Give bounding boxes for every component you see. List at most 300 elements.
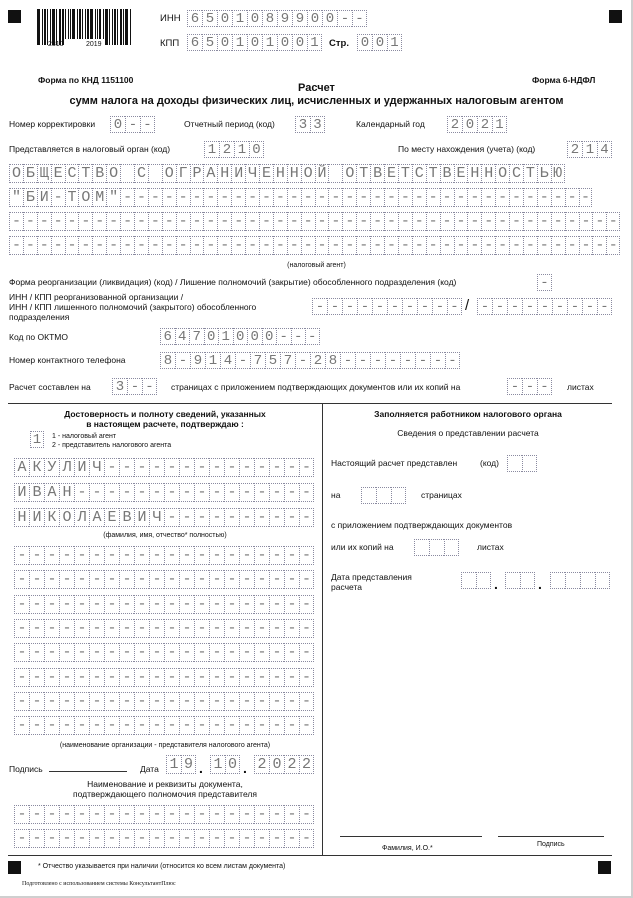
char-cell: - — [149, 458, 164, 477]
signer-patronymic-field[interactable] — [14, 508, 314, 527]
submission-day-field[interactable] — [461, 572, 491, 589]
char-cell: - — [269, 483, 284, 502]
char-cell: 1 — [210, 755, 225, 774]
char-cell: Т — [78, 164, 92, 183]
submitted-label: Настоящий расчет представлен — [331, 458, 458, 468]
page-number-field[interactable] — [357, 34, 402, 51]
char-cell: - — [287, 188, 301, 207]
char-cell: - — [59, 570, 74, 589]
fio-caption: Фамилия, И.О.* — [382, 845, 433, 852]
char-cell: - — [14, 595, 29, 614]
signer-first-name-field[interactable] — [14, 483, 314, 502]
char-cell: - — [29, 692, 44, 711]
date-label: Дата — [140, 764, 159, 774]
barcode-bar — [85, 9, 86, 39]
char-cell: - — [14, 805, 29, 824]
char-cell: Б — [23, 164, 37, 183]
date-year-field[interactable] — [254, 755, 314, 774]
char-cell: - — [209, 805, 224, 824]
reorg-inn-field[interactable] — [312, 298, 462, 315]
char-cell: - — [328, 212, 342, 231]
char-cell: - — [417, 298, 432, 315]
char-cell: Л — [59, 458, 74, 477]
char-cell: - — [440, 236, 454, 255]
barcode-bar — [120, 9, 122, 45]
submission-year-field[interactable] — [550, 572, 610, 589]
char-cell: 6 — [187, 34, 202, 51]
char-cell: - — [9, 212, 23, 231]
reorg-label: Форма реорганизации (ликвидация) (код) / Лишение полномочий (закрытие) обособленного подразделения (код) — [9, 277, 457, 287]
char-cell: - — [537, 274, 552, 291]
tax-office-heading: Заполняется работником налогового органа — [374, 409, 562, 419]
char-cell: - — [74, 570, 89, 589]
char-cell: - — [239, 716, 254, 735]
char-cell: - — [179, 668, 194, 687]
char-cell: - — [284, 595, 299, 614]
representative-org-line[interactable] — [14, 595, 314, 614]
form-title: Расчет — [298, 82, 335, 94]
char-cell: - — [51, 236, 65, 255]
char-cell: - — [194, 570, 209, 589]
submitted-code-label: (код) — [480, 458, 499, 468]
char-cell: - — [370, 212, 384, 231]
char-cell: - — [254, 595, 269, 614]
submission-month-field[interactable] — [505, 572, 535, 589]
char-cell: 2 — [567, 141, 582, 158]
char-cell: - — [51, 188, 65, 207]
char-cell: - — [276, 328, 291, 345]
char-cell: - — [74, 805, 89, 824]
agent-name-line-4[interactable] — [9, 236, 620, 255]
char-cell: 0 — [262, 328, 277, 345]
char-cell: " — [9, 188, 23, 207]
char-cell: - — [495, 236, 509, 255]
char-cell: 3 — [112, 378, 127, 395]
char-cell: И — [14, 483, 29, 502]
sheets-label: листах — [567, 382, 594, 392]
char-cell: - — [398, 212, 412, 231]
char-cell: - — [565, 236, 579, 255]
char-cell: - — [209, 829, 224, 848]
char-cell: - — [14, 829, 29, 848]
char-cell: - — [104, 570, 119, 589]
signer-type-field[interactable] — [30, 431, 44, 448]
date-month-field[interactable] — [210, 755, 240, 774]
char-cell: - — [284, 619, 299, 638]
period-code-field[interactable] — [295, 116, 325, 133]
char-cell: - — [149, 570, 164, 589]
char-cell: - — [224, 643, 239, 662]
char-cell: - — [284, 570, 299, 589]
char-cell: С — [509, 164, 523, 183]
oktmo-label: Код по ОКТМО — [9, 332, 68, 342]
char-cell: 2 — [310, 352, 325, 369]
barcode-bar — [42, 9, 43, 45]
barcode-bar — [103, 9, 104, 39]
char-cell: Н — [481, 164, 495, 183]
char-cell: - — [224, 619, 239, 638]
char-cell: - — [179, 570, 194, 589]
char-cell: 0 — [292, 34, 307, 51]
char-cell: Е — [454, 164, 468, 183]
char-cell: - — [239, 668, 254, 687]
char-cell: Е — [51, 164, 65, 183]
char-cell: - — [194, 643, 209, 662]
char-cell: - — [120, 188, 134, 207]
char-cell: - — [164, 805, 179, 824]
char-cell: - — [9, 236, 23, 255]
char-cell: - — [14, 570, 29, 589]
char-cell: 3 — [295, 116, 310, 133]
location-code-field[interactable] — [567, 141, 612, 158]
char-cell: - — [179, 483, 194, 502]
char-cell: - — [104, 692, 119, 711]
char-cell: И — [134, 508, 149, 527]
agent-name-line-3[interactable] — [9, 212, 620, 231]
reorg-separator: / — [465, 297, 470, 314]
char-cell: - — [194, 619, 209, 638]
char-cell: - — [430, 352, 445, 369]
char-cell: - — [119, 692, 134, 711]
char-cell: - — [269, 692, 284, 711]
char-cell: - — [119, 546, 134, 565]
char-cell: - — [194, 805, 209, 824]
signer-last-name-field[interactable] — [14, 458, 314, 477]
char-cell: - — [231, 212, 245, 231]
char-cell: - — [509, 188, 523, 207]
char-cell: - — [402, 298, 417, 315]
signature-line[interactable] — [49, 771, 127, 772]
oktmo-field[interactable] — [160, 328, 320, 345]
char-cell: Л — [74, 508, 89, 527]
char-cell: - — [162, 188, 176, 207]
char-cell: - — [164, 643, 179, 662]
char-cell: - — [254, 508, 269, 527]
submitted-code-field[interactable] — [507, 455, 537, 472]
representative-org-line[interactable] — [14, 716, 314, 735]
char-cell: - — [104, 643, 119, 662]
correction-number-field[interactable] — [110, 116, 155, 133]
agent-caption: (налоговый агент) — [287, 262, 346, 269]
char-cell: - — [284, 668, 299, 687]
char-cell — [505, 572, 520, 589]
char-cell: - — [579, 212, 593, 231]
char-cell: - — [149, 595, 164, 614]
reorg-kpp-field[interactable] — [477, 298, 612, 315]
corner-marker-top-left — [8, 10, 21, 23]
doc-details-line-1[interactable] — [14, 805, 314, 824]
char-cell: - — [523, 236, 537, 255]
char-cell: - — [74, 692, 89, 711]
char-cell: 2 — [477, 116, 492, 133]
char-cell: - — [44, 643, 59, 662]
char-cell: 8 — [262, 10, 277, 27]
char-cell: 6 — [187, 10, 202, 27]
char-cell: - — [509, 212, 523, 231]
char-cell: - — [412, 188, 426, 207]
char-cell: - — [254, 692, 269, 711]
char-cell: - — [537, 378, 552, 395]
char-cell: - — [59, 643, 74, 662]
char-cell: - — [37, 212, 51, 231]
char-cell: А — [203, 164, 217, 183]
barcode-bar — [112, 9, 113, 45]
representative-org-line[interactable] — [14, 619, 314, 638]
char-cell: - — [104, 458, 119, 477]
representative-org-line[interactable] — [14, 546, 314, 565]
char-cell: 1 — [232, 34, 247, 51]
char-cell: Й — [315, 164, 329, 183]
char-cell: - — [537, 188, 551, 207]
char-cell: - — [134, 668, 149, 687]
char-cell: Ч — [89, 458, 104, 477]
agent-name-line-1[interactable] — [9, 164, 565, 183]
char-cell: Т — [65, 188, 79, 207]
footer-divider — [8, 855, 612, 856]
char-cell: - — [119, 643, 134, 662]
kpp-field[interactable] — [187, 34, 322, 51]
barcode-bar — [50, 9, 51, 45]
attach-label: с приложением подтверждающих документов — [331, 520, 513, 530]
representative-org-line[interactable] — [14, 643, 314, 662]
pages-count-field[interactable] — [112, 378, 157, 395]
char-cell: - — [44, 570, 59, 589]
char-cell: Е — [259, 164, 273, 183]
char-cell: - — [312, 298, 327, 315]
char-cell: - — [523, 188, 537, 207]
period-label: Отчетный период (код) — [184, 119, 275, 129]
char-cell: 1 — [30, 431, 44, 448]
char-cell: 1 — [262, 34, 277, 51]
char-cell: - — [65, 236, 79, 255]
char-cell: Т — [523, 164, 537, 183]
footer-prepared: Подготовлено с использованием системы КонсультантПлюс — [22, 881, 176, 887]
char-cell: - — [239, 692, 254, 711]
char-cell — [507, 455, 522, 472]
office-pages-field[interactable] — [361, 487, 406, 504]
char-cell: - — [454, 236, 468, 255]
char-cell: 5 — [265, 352, 280, 369]
char-cell: 8 — [160, 352, 175, 369]
char-cell: - — [179, 805, 194, 824]
char-cell: 7 — [189, 328, 204, 345]
corner-marker-bottom-left — [8, 861, 21, 874]
phone-field[interactable] — [160, 352, 460, 369]
correction-label: Номер корректировки — [9, 119, 96, 129]
char-cell: - — [203, 188, 217, 207]
char-cell: - — [370, 188, 384, 207]
date-day-field[interactable] — [166, 755, 196, 774]
char-cell: - — [104, 546, 119, 565]
doc-details-line-2[interactable] — [14, 829, 314, 848]
char-cell: - — [179, 546, 194, 565]
char-cell: - — [29, 716, 44, 735]
char-cell: 4 — [220, 352, 235, 369]
char-cell: - — [445, 352, 460, 369]
char-cell: - — [149, 716, 164, 735]
char-cell: - — [149, 668, 164, 687]
char-cell: 1 — [234, 141, 249, 158]
char-cell: А — [89, 508, 104, 527]
column-divider — [322, 403, 323, 855]
date-separator-2: . — [243, 760, 247, 776]
char-cell: 0 — [462, 116, 477, 133]
char-cell: 5 — [202, 34, 217, 51]
char-cell: - — [149, 546, 164, 565]
char-cell: - — [194, 483, 209, 502]
sheets-count-field[interactable] — [507, 378, 552, 395]
section-divider — [8, 403, 612, 404]
char-cell: - — [190, 212, 204, 231]
char-cell: - — [224, 829, 239, 848]
representative-org-line[interactable] — [14, 692, 314, 711]
agent-name-line-2[interactable] — [9, 188, 592, 207]
fio-line[interactable] — [340, 836, 482, 837]
char-cell: 1 — [218, 328, 233, 345]
char-cell: - — [352, 10, 367, 27]
char-cell: - — [579, 188, 593, 207]
char-cell: - — [104, 668, 119, 687]
submission-date-separator-2: . — [538, 576, 542, 592]
char-cell: - — [224, 692, 239, 711]
char-cell: - — [179, 829, 194, 848]
char-cell: - — [51, 212, 65, 231]
sign-line[interactable] — [498, 836, 604, 837]
char-cell: - — [119, 483, 134, 502]
char-cell: - — [149, 619, 164, 638]
char-cell: - — [342, 212, 356, 231]
char-cell: - — [356, 212, 370, 231]
barcode-bar — [130, 9, 131, 45]
char-cell: - — [495, 212, 509, 231]
char-cell: - — [140, 116, 155, 133]
char-cell: Е — [384, 164, 398, 183]
char-cell: - — [467, 212, 481, 231]
char-cell: 0 — [217, 10, 232, 27]
char-cell: - — [477, 298, 492, 315]
phone-label: Номер контактного телефона — [9, 355, 126, 365]
barcode-bar — [114, 9, 116, 45]
char-cell: - — [432, 298, 447, 315]
char-cell: 0 — [372, 34, 387, 51]
barcode-bar — [52, 9, 55, 45]
inn-field[interactable] — [187, 10, 367, 27]
char-cell: - — [231, 188, 245, 207]
char-cell: 0 — [322, 10, 337, 27]
char-cell: - — [552, 298, 567, 315]
char-cell: Н — [14, 508, 29, 527]
char-cell: - — [537, 212, 551, 231]
char-cell: - — [507, 378, 522, 395]
char-cell: - — [254, 643, 269, 662]
char-cell: - — [194, 692, 209, 711]
char-cell: - — [142, 378, 157, 395]
kpp-label: КПП — [160, 38, 180, 49]
submission-date-label-2: расчета — [331, 582, 363, 592]
char-cell: - — [245, 212, 259, 231]
char-cell: - — [254, 483, 269, 502]
char-cell: - — [134, 483, 149, 502]
office-sheets-field[interactable] — [414, 539, 459, 556]
char-cell: 1 — [166, 755, 181, 774]
char-cell: - — [551, 236, 565, 255]
char-cell: - — [134, 692, 149, 711]
char-cell: - — [176, 188, 190, 207]
char-cell: В — [92, 164, 106, 183]
char-cell: - — [194, 829, 209, 848]
reorg-code-field[interactable] — [537, 274, 552, 291]
char-cell: - — [254, 619, 269, 638]
char-cell: - — [29, 643, 44, 662]
char-cell: - — [104, 619, 119, 638]
char-cell — [328, 164, 342, 183]
barcode-bar — [105, 9, 108, 45]
char-cell: - — [440, 188, 454, 207]
char-cell: - — [355, 352, 370, 369]
char-cell: О — [59, 508, 74, 527]
char-cell: - — [179, 716, 194, 735]
char-cell: - — [149, 829, 164, 848]
char-cell: - — [209, 546, 224, 565]
char-cell: - — [134, 805, 149, 824]
char-cell: - — [134, 188, 148, 207]
char-cell: Н — [217, 164, 231, 183]
char-cell: - — [301, 188, 315, 207]
char-cell: И — [29, 508, 44, 527]
char-cell: - — [254, 805, 269, 824]
char-cell: 8 — [325, 352, 340, 369]
char-cell: - — [89, 619, 104, 638]
char-cell: - — [454, 212, 468, 231]
char-cell: - — [269, 619, 284, 638]
char-cell: - — [217, 236, 231, 255]
authority-code-field[interactable] — [204, 141, 264, 158]
char-cell: - — [284, 716, 299, 735]
char-cell: - — [125, 116, 140, 133]
representative-org-line[interactable] — [14, 668, 314, 687]
char-cell: - — [148, 188, 162, 207]
char-cell: - — [254, 668, 269, 687]
char-cell: - — [299, 716, 314, 735]
pages-mid-label: страницах с приложением подтверждающих документов или их копий на — [171, 382, 461, 392]
representative-org-line[interactable] — [14, 570, 314, 589]
char-cell: 9 — [181, 755, 196, 774]
char-cell: - — [398, 188, 412, 207]
barcode-bar — [65, 9, 66, 39]
char-cell: - — [59, 595, 74, 614]
year-field[interactable] — [447, 116, 507, 133]
char-cell: 7 — [250, 352, 265, 369]
char-cell: - — [372, 298, 387, 315]
char-cell: - — [224, 508, 239, 527]
char-cell: С — [65, 164, 79, 183]
char-cell: О — [78, 188, 92, 207]
char-cell: - — [340, 352, 355, 369]
char-cell: - — [74, 829, 89, 848]
char-cell: - — [89, 595, 104, 614]
char-cell: - — [162, 236, 176, 255]
char-cell: - — [164, 546, 179, 565]
char-cell: - — [59, 619, 74, 638]
char-cell: 0 — [225, 755, 240, 774]
char-cell: - — [398, 236, 412, 255]
char-cell: - — [387, 298, 402, 315]
char-cell: - — [239, 483, 254, 502]
char-cell: - — [104, 595, 119, 614]
char-cell: Г — [176, 164, 190, 183]
char-cell: - — [245, 188, 259, 207]
char-cell: Ю — [551, 164, 565, 183]
